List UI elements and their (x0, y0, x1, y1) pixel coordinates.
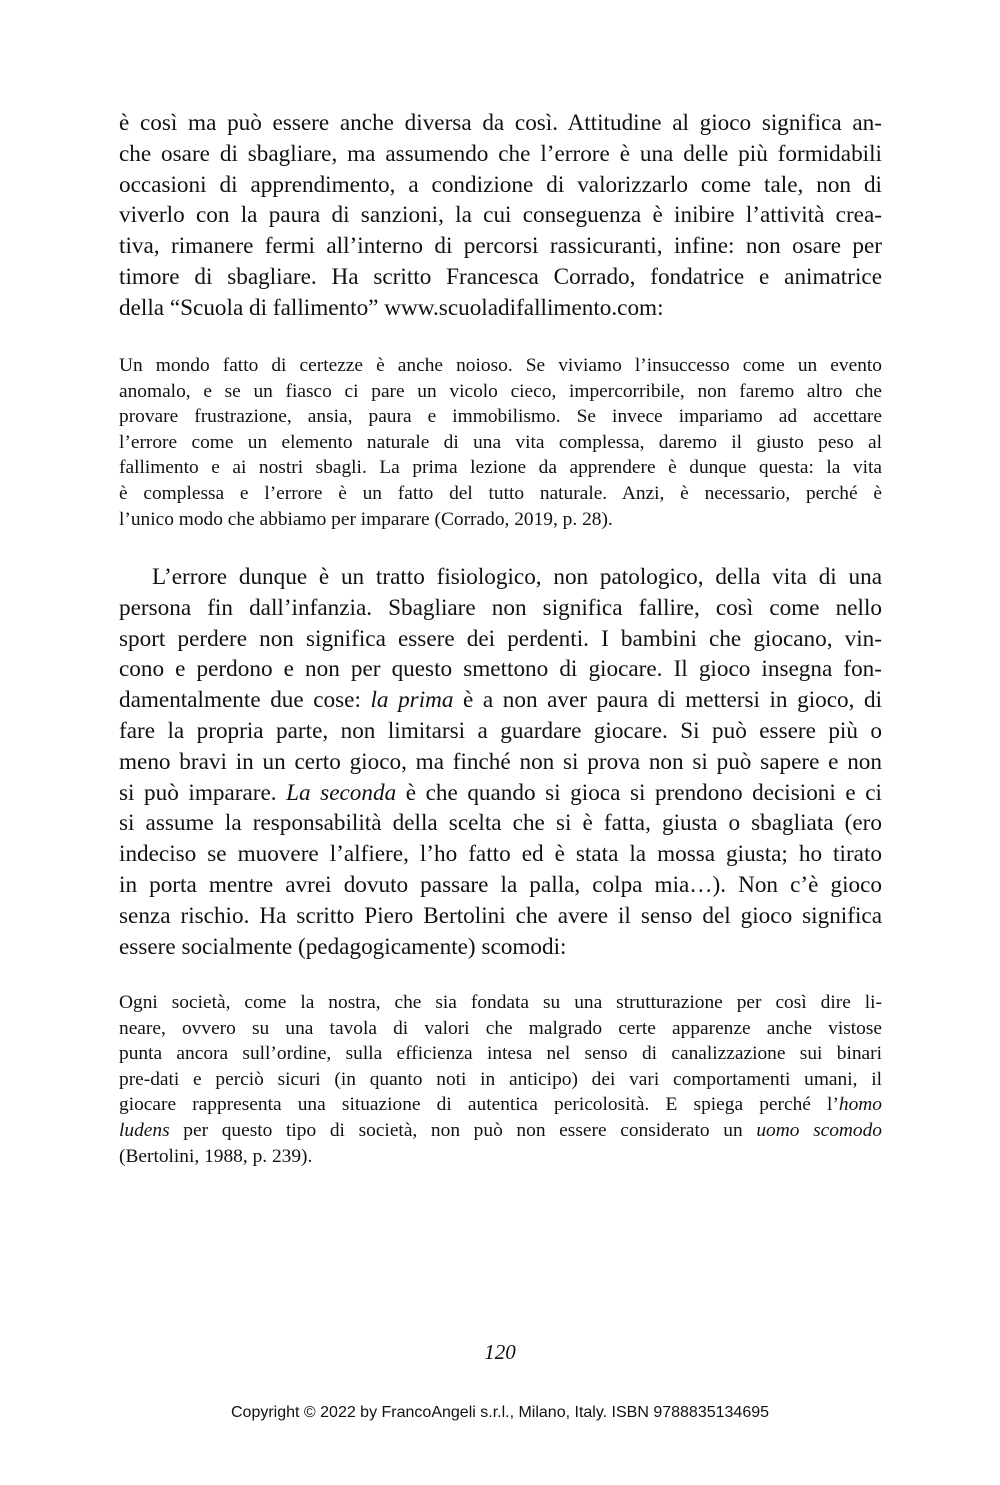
text-run: giocare rappresenta una situazione di autentica pericolosità. E spiega perché l’ (119, 1094, 839, 1116)
text-line: che osare di sbagliare, ma assumendo che l’errore è una delle più formidabili (119, 140, 882, 167)
copyright-notice: Copyright © 2022 by FrancoAngeli s.r.l., Milano, Italy. ISBN 9788835134695 (230, 1404, 770, 1421)
emphasis: homo (838, 1094, 882, 1116)
text-line: della “Scuola di fallimento” www.scuoladifallimento.com: (119, 294, 664, 321)
text-line: meno bravi in un certo gioco, ma finché non si prova non si può sapere e non (119, 748, 882, 775)
text-line: timore di sbagliare. Ha scritto Francesca Corrado, fondatrice e animatrice (119, 263, 882, 290)
text-line: persona fin dall’infanzia. Sbagliare non significa fallire, così come nello (119, 594, 882, 621)
text-line: L’errore dunque è un tratto fisiologico, non patologico, della vita di una (152, 564, 882, 590)
quote-line: Un mondo fatto di certezze è anche noioso. Se viviamo l’insuccesso come un evento (119, 355, 882, 376)
quote-line: provare frustrazione, ansia, paura e immobilismo. Se invece impariamo ad accettare (119, 406, 882, 428)
text-line: indeciso se muovere l’alfiere, l’ho fatto ed è stata la mossa giusta; ho tirato (119, 841, 882, 868)
quote-line: è complessa e l’errore è un fatto del tutto naturale. Anzi, è necessario, perché è (119, 482, 882, 504)
text-line: è così ma può essere anche diversa da così. Attitudine al gioco significa an- (119, 110, 882, 136)
page-number: 120 (484, 1340, 516, 1364)
text-line: tiva, rimanere fermi all’interno di percorsi rassicuranti, infine: non osare per (119, 233, 882, 260)
quote-line (119, 1092, 882, 1118)
emphasis: la prima (370, 687, 454, 714)
text-run: è che quando si gioca si prendono decisioni e ci (396, 779, 882, 806)
quote-line: (Bertolini, 1988, p. 239). (119, 1145, 313, 1167)
text-line: in porta mentre avrei dovuto passare la palla, colpa mia…). Non c’è gioco (119, 871, 882, 898)
body-paragraph (119, 562, 882, 962)
quote-line (119, 1118, 882, 1144)
emphasis: uomo scomodo (756, 1119, 883, 1141)
block-quote (119, 990, 882, 1169)
emphasis: ludens (119, 1119, 170, 1141)
quote-line: pre-dati e perciò sicuri (in quanto noti in anticipo) dei vari comportamenti umani, il (119, 1068, 882, 1090)
text-line (119, 685, 882, 716)
text-line: fare la propria parte, non limitarsi a guardare giocare. Si può essere più o (119, 717, 882, 744)
text-run: si può imparare. (119, 779, 287, 806)
quote-line: l’unico modo che abbiamo per imparare (Corrado, 2019, p. 28). (119, 508, 613, 530)
text-run: damentalmente due cose: (119, 687, 371, 714)
text-line: essere socialmente (pedagogicamente) scomodi: (119, 933, 567, 960)
quote-line: l’errore come un elemento naturale di una vita complessa, daremo il giusto peso al (119, 431, 882, 453)
emphasis: La seconda (286, 779, 397, 806)
text-line: viverlo con la paura di sanzioni, la cui conseguenza è inibire l’attività crea- (119, 202, 882, 229)
text-line: si assume la responsabilità della scelta che si è fatta, giusta o sbagliata (ero (119, 810, 882, 837)
text-line: sport perdere non significa essere dei perdenti. I bambini che giocano, vin- (119, 625, 882, 652)
block-quote (119, 353, 882, 532)
quote-line: fallimento e ai nostri sbagli. La prima lezione da apprendere è dunque questa: la vita (119, 457, 882, 479)
text-run: è a non aver paura di mettersi in gioco, di (453, 687, 883, 714)
text-line: senza rischio. Ha scritto Piero Bertolini che avere il senso del gioco significa (119, 902, 882, 929)
text-line: occasioni di apprendimento, a condizione di valorizzarlo come tale, non di (119, 171, 882, 198)
quote-line: neare, ovvero su una tavola di valori che malgrado certe apparenze anche vistose (119, 1017, 882, 1039)
quote-line: Ogni società, come la nostra, che sia fondata su una strutturazione per così dire li- (119, 992, 882, 1013)
body-paragraph (119, 108, 882, 324)
text-line (119, 778, 882, 809)
quote-line: punta ancora sull’ordine, sulla efficienza intesa nel senso di canalizzazione sui binari (119, 1043, 882, 1065)
quote-line: anomalo, e se un fiasco ci pare un vicolo cieco, impercorribile, non faremo altro che (119, 380, 882, 402)
text-run: per questo tipo di società, non può non essere considerato un (169, 1119, 757, 1141)
text-line: cono e perdono e non per questo smettono di giocare. Il gioco insegna fon- (119, 656, 882, 683)
